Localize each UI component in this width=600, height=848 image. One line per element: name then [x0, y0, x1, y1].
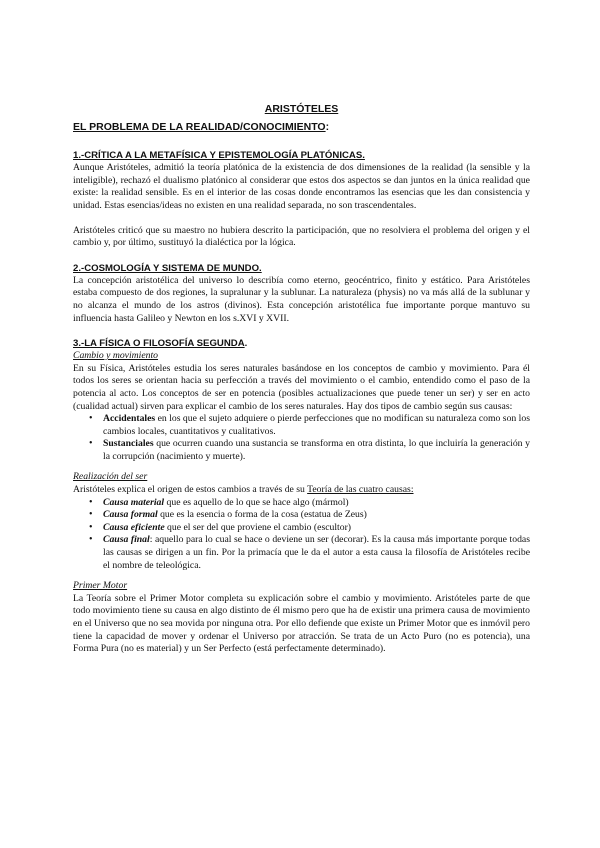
- subheading-cambio: Cambio y movimiento: [73, 350, 159, 362]
- main-heading-text: EL PROBLEMA DE LA REALIDAD/CONOCIMIENTO: [73, 120, 326, 133]
- section-3-paragraph-2: [73, 484, 530, 497]
- change-types-list: [73, 413, 530, 463]
- list-item-text: que es aquello de lo que se hace algo (mármol): [164, 496, 349, 508]
- section-1-title: 1.-CRÍTICA A LA METAFÍSICA Y EPISTEMOLOGÍA PLATÓNICAS.: [73, 150, 365, 162]
- spacer: [73, 325, 530, 337]
- four-causes-link: Teoría de las cuatro causas:: [307, 484, 414, 496]
- list-item: [103, 534, 530, 572]
- section-2-paragraph-1: La concepción aristotélica del universo lo describía como eterno, geocéntrico, finito y estático. Para Aristóteles estaba compuesto de dos regiones, la supralunar y la sublunar. La naturaleza (physis) no va más allá de la sublunar y no alcanza el mundo de los astros (divinos). Esta concepción aristotélica fue importante porque mantuvo su influencia hasta Galileo y Newton en los s.XVI y XVII.: [73, 274, 530, 324]
- section-3-title: [73, 337, 530, 350]
- list-item-term: Causa formal: [103, 509, 158, 521]
- list-item-term: Causa material: [103, 496, 165, 508]
- subheading-primer-motor: Primer Motor: [73, 580, 128, 592]
- list-item-text: que el ser del que proviene el cambio (escultor): [164, 521, 352, 533]
- document-page: [73, 103, 530, 656]
- main-heading-suffix: :: [325, 120, 330, 133]
- list-item-term: Sustanciales: [103, 438, 154, 450]
- section-3-title-text: 3.-LA FÍSICA O FILOSOFÍA SEGUNDA: [73, 338, 245, 350]
- causes-list: [73, 497, 530, 573]
- list-item-text: en los que el sujeto adquiere o pierde perfecciones que no modifican su naturaleza como son los cambios locales, cuantitativos y cualitativos.: [103, 413, 530, 437]
- list-item: [103, 497, 530, 510]
- main-heading: [73, 121, 530, 134]
- document-title: ARISTÓTELES: [264, 103, 339, 115]
- list-item-text: que ocurren cuando una sustancia se transforma en otra distinta, lo que incluiría la generación y la corrupción (nacimiento y muerte).: [103, 438, 530, 462]
- section-3-paragraph-1: En su Física, Aristóteles estudia los seres naturales basándose en los conceptos de cambio y movimiento. Para él todos los seres se orientan hacia su perfección a través del movimiento o el cambio, entendido como el paso de la potencia al acto. Los conceptos de ser en potencia (posibles actualizaciones que puede tener un ser) y ser en acto (cualidad actual) sirven para explicar el cambio de los seres naturales. Hay dos tipos de cambio según sus causas:: [73, 362, 530, 412]
- paragraph-lead: Aristóteles explica el origen de estos cambios a través de su: [73, 484, 308, 496]
- section-1-paragraph-2: Aristóteles criticó que su maestro no hubiera descrito la participación, que no resolviera el problema del origen y el cambio y, por último, sustituyó la dialéctica por la lógica.: [73, 224, 530, 249]
- list-item-text: que es la esencia o forma de la cosa (estatua de Zeus): [157, 509, 367, 521]
- list-item: [103, 509, 530, 522]
- list-item-term: Accidentales: [103, 413, 156, 425]
- section-3-paragraph-3: La Teoría sobre el Primer Motor completa su explicación sobre el cambio y movimiento. Aristóteles parte de que todo movimiento tiene su causa en algo distinto de él mismo pero que ha de existir una primera causa de movimiento en el Universo que no sea movida por ninguna otra. Por ello defiende que existe un Primer Motor que es inmóvil pero tiene la capacidad de mover y ordenar el Universo por atracción. Se trata de un Acto Puro (no es potencia), una Forma Pura (no es material) y un Ser Perfecto (está perfectamente determinado).: [73, 592, 530, 655]
- list-item: [103, 413, 530, 438]
- spacer: [73, 250, 530, 262]
- list-item-text: : aquello para lo cual se hace o deviene un ser (decorar). Es la causa más importante porque todas las causas se dirigen a un fin. Por la primacía que le da el autor a esta causa la filosofía de Aristóteles recibe el nombre de teleológica.: [103, 534, 530, 571]
- subheading-realizacion: Realización del ser: [73, 471, 148, 483]
- section-1-paragraph-1: Aunque Aristóteles, admitió la teoría platónica de la existencia de dos dimensiones de la realidad (la sensible y la inteligible), rechazó el dualismo platónico al considerar que estos dos aspectos se dan juntos en la única realidad que existe: la realidad sensible. Es en el interior de las cosas donde encontramos las esencias que les dan consistencia y unidad. Estas esencias/ideas no existen en una realidad separada, no son trascendentales.: [73, 162, 530, 211]
- list-item: [103, 438, 530, 463]
- list-item-term: Causa final: [103, 534, 150, 546]
- spacer: [73, 572, 530, 580]
- section-2-title: 2.-COSMOLOGÍA Y SISTEMA DE MUNDO.: [73, 262, 262, 274]
- list-item-term: Causa eficiente: [103, 521, 165, 533]
- spacer: [73, 463, 530, 471]
- section-3-title-suffix: .: [244, 338, 248, 350]
- spacer: [73, 213, 530, 225]
- list-item: [103, 522, 530, 535]
